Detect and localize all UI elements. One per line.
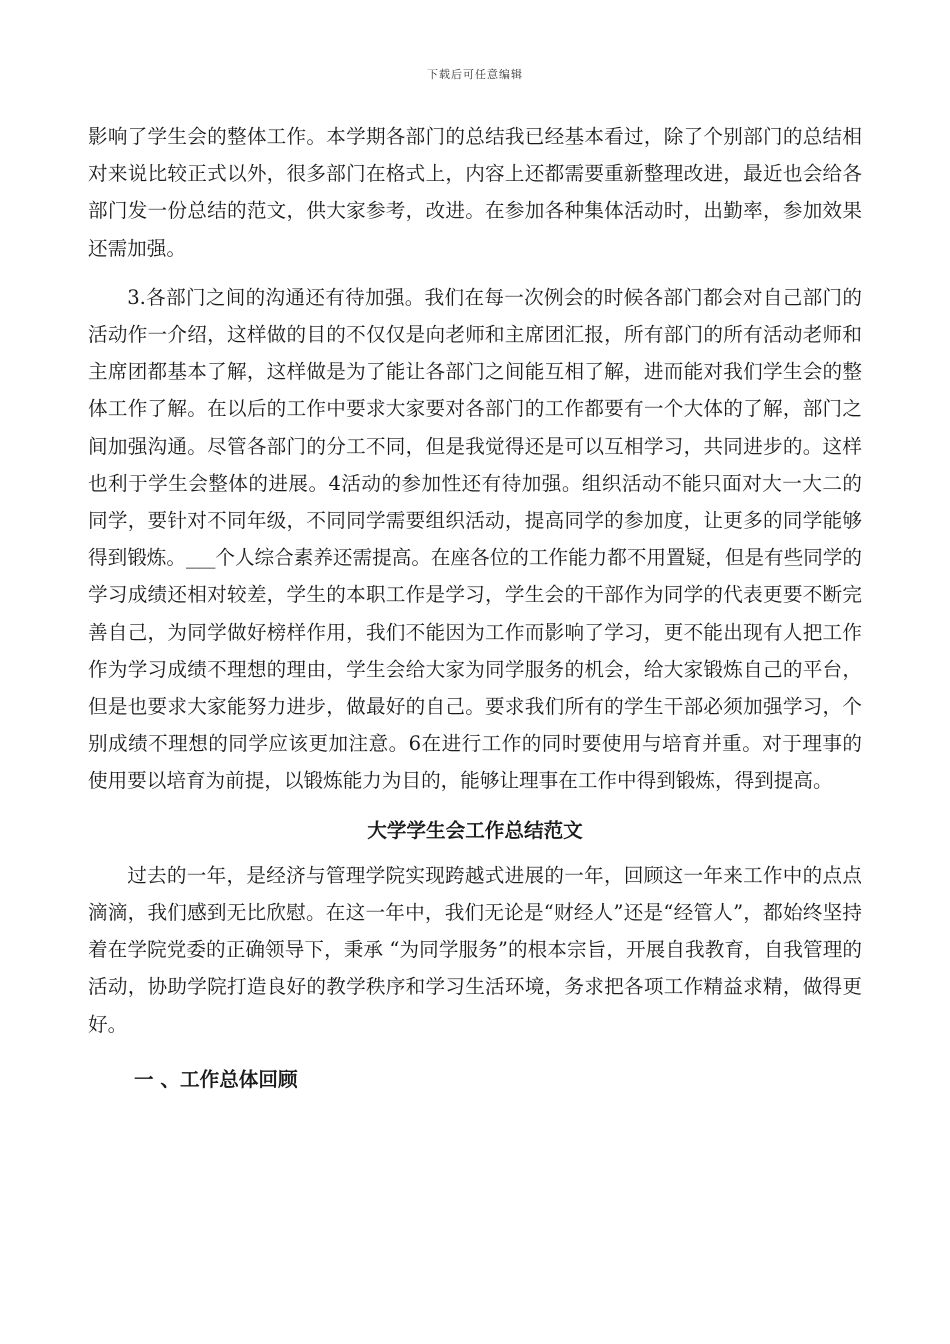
document-body xyxy=(88,118,862,1098)
heading-work-review: 一 、工作总体回顾 xyxy=(134,1067,298,1091)
paragraph-1: 影响了学生会的整体工作。本学期各部门的总结我已经基本看过，除了个别部门的总结相对来说比较正式以外，很多部门在格式上，内容上还都需要重新整理改进，最近也会给各部门发一份总结的范文，供大家参考，改进。在参加各种集体活动时，出勤率，参加效果还需加强。 xyxy=(88,125,862,260)
paragraph-2: 3.各部门之间的沟通还有待加强。我们在每一次例会的时候各部门都会对自己部门的活动作一介绍，这样做的目的不仅仅是向老师和主席团汇报，所有部门的所有活动老师和主席团都基本了解，这样做是为了能让各部门之间能互相了解，进而能对我们学生会的整体工作了解。在以后的工作中要求大家要对各部门的工作都要有一个大体的了解，部门之间加强沟通。尽管各部门的分工不同，但是我觉得还是可以互相学习，共同进步的。这样也利于学生会整体的进展。4活动的参加性还有待加强。组织活动不能只面对大一大二的同学，要针对不同年级，不同同学需要组织活动，提高同学的参加度，让更多的同学能够得到锻炼。___个人综合素养还需提高。在座各位的工作能力都不用置疑，但是有些同学的学习成绩还相对较差，学生的本职工作是学习，学生会的干部作为同学的代表更要不断完善自己，为同学做好榜样作用，我们不能因为工作而影响了学习，更不能出现有人把工作作为学习成绩不理想的理由，学生会给大家为同学服务的机会，给大家锻炼自己的平台，但是也要求大家能努力进步，做最好的自己。要求我们所有的学生干部必须加强学习，个别成绩不理想的同学应该更加注意。6在进行工作的同时要使用与培育并重。对于理事的使用要以培育为前提，以锻炼能力为目的，能够让理事在工作中得到锻炼，得到提高。 xyxy=(88,285,862,793)
section-title: 大学学生会工作总结范文 xyxy=(367,818,583,842)
page-header: 下载后可任意编辑 xyxy=(427,68,523,81)
paragraph-3: 过去的一年，是经济与管理学院实现跨越式进展的一年，回顾这一年来工作中的点点滴滴，我们感到无比欣慰。在这一年中，我们无论是“财经人”还是“经管人”，都始终坚持着在学院党委的正确领导下，秉承 “为同学服务”的根本宗旨，开展自我教育，自我管理的活动，协助学院打造良好的教学秩序和学习生活环境，务求把各项工作精益求精，做得更好。 xyxy=(88,863,862,1036)
